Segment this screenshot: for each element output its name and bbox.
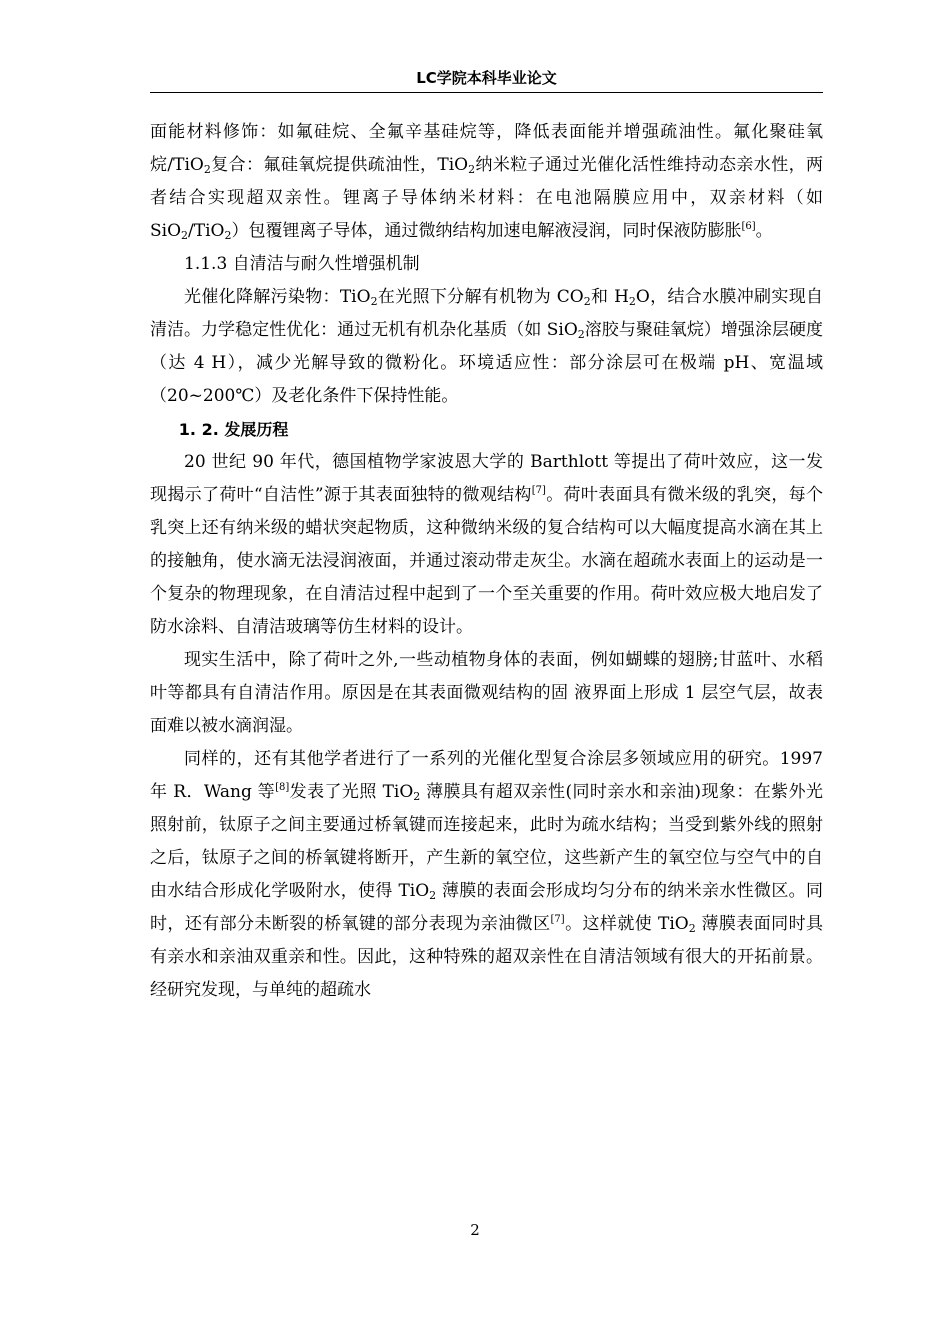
paragraph: 20 世纪 90 年代，德国植物学家波恩大学的 Barthlott 等提出了荷叶效应，这一发现揭示了荷叶“自洁性”源于其表面独特的微观结构[7]。荷叶表面具有微米级的乳突，每个乳突上还有纳米级的蜡状突起物质，这种微纳米级的复合结构可以大幅度提高水滴在其上的接触角，使水滴无法浸润液面，并通过滚动带走灰尘。水滴在超疏水表面上的运动是一个复杂的物理现象，在自清洁过程中起到了一个至关重要的作用。荷叶效应极大地启发了防水涂料、自清洁玻璃等仿生材料的设计。 bbox=[150, 452, 823, 637]
paragraph: 同样的，还有其他学者进行了一系列的光催化型复合涂层多领域应用的研究。1997 年 R．Wang 等[8]发表了光照 TiO$_2$ 薄膜具有超双亲性(同时亲水和亲油)现象：在紫外光照射前，钛原子之间主要通过桥氧键而连接起来，此时为疏水结构；当受到紫外线的照射之后，钛原子之间的桥氧键将断开，产生新的氧空位，这些新产生的氧空位与空气中的自由水结合形成化学吸附水，使得 TiO$_2$ 薄膜的表面会形成均匀分布的纳米亲水性微区。同时，还有部分未断裂的桥氧键的部分表现为亲油微区[7]。这样就使 TiO$_2$ 薄膜表面同时具有亲水和亲油双重亲和性。因此，这种特殊的超双亲性在自清洁领域有很大的开拓前景。经研究发现，与单纯的超疏水 bbox=[150, 749, 824, 1000]
body-text bbox=[150, 116, 823, 1007]
citation-ref: [8] bbox=[275, 782, 290, 793]
header-divider bbox=[150, 92, 823, 93]
section-heading: 1. 2. 发展历程 bbox=[178, 420, 289, 439]
citation-ref: [6] bbox=[741, 221, 756, 232]
page-number: 2 bbox=[470, 1221, 480, 1239]
paragraph-continued: 面能材料修饰：如氟硅烷、全氟辛基硅烷等，降低表面能并增强疏油性。氟化聚硅氧烷/TiO$_2$复合：氟硅氧烷提供疏油性，TiO$_2$纳米粒子通过光催化活性维持动态亲水性，两者结合实现超双亲性。锂离子导体纳米材料：在电池隔膜应用中，双亲材料（如 SiO$_2$/TiO$_2$）包覆锂离子导体，通过微纳结构加速电解液浸润，同时保液防膨胀[6]。 bbox=[150, 122, 823, 242]
citation-ref: [7] bbox=[550, 914, 565, 925]
subsection-heading: 1.1.3 自清洁与耐久性增强机制 bbox=[184, 254, 420, 274]
paragraph: 现实生活中，除了荷叶之外,一些动植物身体的表面，例如蝴蝶的翅膀;甘蓝叶、水稻叶等都具有自清洁作用。原因是在其表面微观结构的固 液界面上形成 1 层空气层，故表面难以被水滴润湿。 bbox=[150, 650, 823, 736]
citation-ref: [7] bbox=[531, 485, 546, 496]
running-header: LC学院本科毕业论文 bbox=[416, 69, 557, 87]
paragraph: 光催化降解污染物：TiO$_2$在光照下分解有机物为 $CO_2$和 $H_2O$，结合水膜冲刷实现自清洁。力学稳定性优化：通过无机有机杂化基质（如 SiO$_2$溶胶与聚硅氧烷）增强涂层硬度（达 4 H），减少光解导致的微粉化。环境适应性：部分涂层可在极端 pH、宽温域（20~200℃）及老化条件下保持性能。 bbox=[150, 287, 824, 406]
